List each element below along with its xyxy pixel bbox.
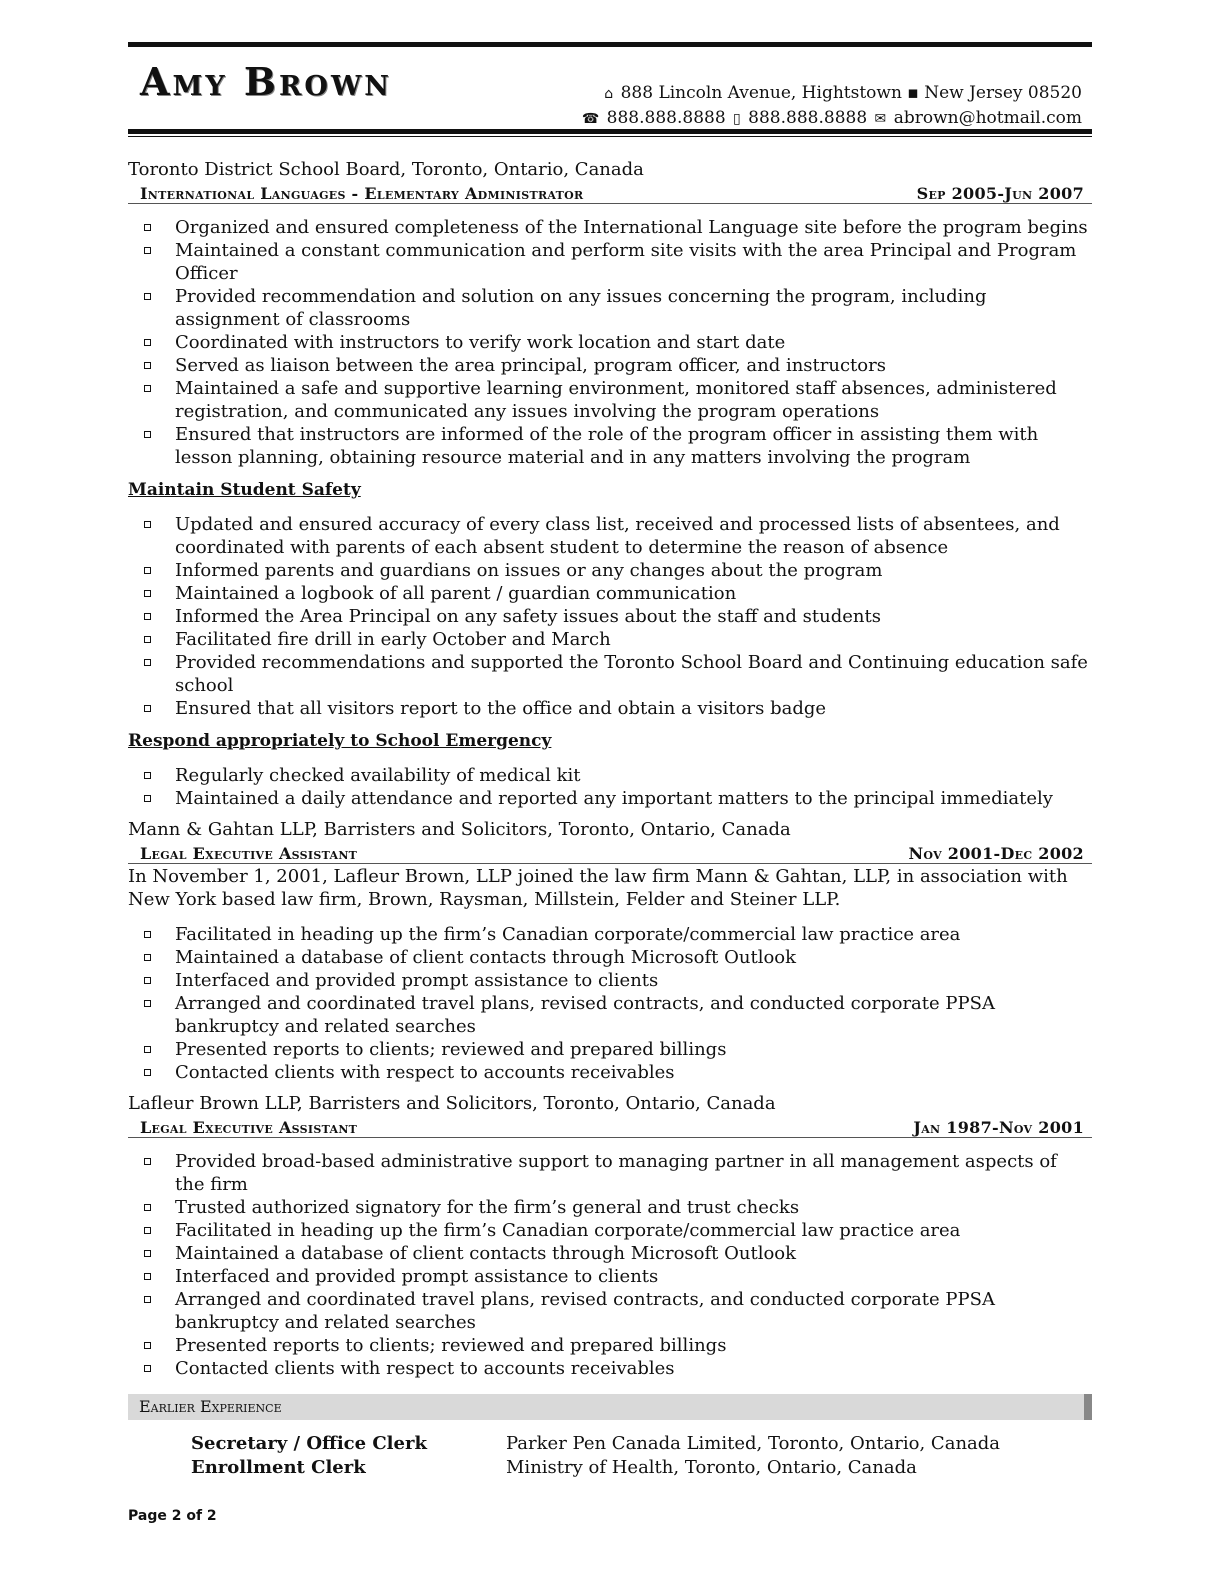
bullet-item: Facilitated in heading up the firm’s Canadian corporate/commercial law practice area xyxy=(175,1219,1092,1242)
bullet-item: Regularly checked availability of medical kit xyxy=(175,764,1092,787)
bullet-item: Maintained a logbook of all parent / guardian communication xyxy=(175,582,1092,605)
bullet-item: Interfaced and provided prompt assistance to clients xyxy=(175,969,1092,992)
header xyxy=(128,47,1092,129)
bullet-item: Facilitated fire drill in early October and March xyxy=(175,628,1092,651)
bullet-item: Facilitated in heading up the firm’s Canadian corporate/commercial law practice area xyxy=(175,923,1092,946)
mobile-icon: ▯ xyxy=(733,111,741,127)
bullet-item: Arranged and coordinated travel plans, revised contracts, and conducted corporate PPSA bankruptcy and related searches xyxy=(175,1288,1092,1334)
bullet-item: Interfaced and provided prompt assistance to clients xyxy=(175,1265,1092,1288)
bullet-item: Provided recommendation and solution on any issues concerning the program, including assignment of classrooms xyxy=(175,285,1092,331)
header-bottom-thin-rule xyxy=(128,136,1092,137)
job-title-bar xyxy=(128,181,1092,204)
bullet-list xyxy=(128,1150,1092,1380)
bullet-list xyxy=(128,764,1092,810)
bullet-item: Ensured that all visitors report to the office and obtain a visitors badge xyxy=(175,697,1092,720)
bullet-item: Provided recommendations and supported the Toronto School Board and Continuing education safe school xyxy=(175,651,1092,697)
job-block xyxy=(128,1093,1092,1380)
bullet-item: Served as liaison between the area principal, program officer, and instructors xyxy=(175,354,1092,377)
earlier-organization: Ministry of Health, Toronto, Ontario, Canada xyxy=(506,1457,917,1478)
job-organization: Lafleur Brown LLP, Barristers and Solicitors, Toronto, Ontario, Canada xyxy=(128,1093,776,1114)
bullet-item: Maintained a safe and supportive learning environment, monitored staff absences, administered registration, and communicated any issues involving the program operations xyxy=(175,377,1092,423)
earlier-role: Secretary / Office Clerk xyxy=(191,1433,427,1454)
bullet-item: Contacted clients with respect to accounts receivables xyxy=(175,1061,1092,1084)
job-organization: Mann & Gahtan LLP, Barristers and Solicitors, Toronto, Ontario, Canada xyxy=(128,819,791,840)
bullet-item: Informed parents and guardians on issues or any changes about the program xyxy=(175,559,1092,582)
job-block xyxy=(128,819,1092,1084)
bullet-item: Coordinated with instructors to verify work location and start date xyxy=(175,331,1092,354)
bullet-item: Ensured that instructors are informed of the role of the program officer in assisting them with lesson planning, obtaining resource material and in any matters involving the program xyxy=(175,423,1092,469)
job-title: Legal Executive Assistant xyxy=(140,1118,358,1137)
bullet-item: Maintained a database of client contacts through Microsoft Outlook xyxy=(175,1242,1092,1265)
bullet-item: Organized and ensured completeness of the International Language site before the program begins xyxy=(175,216,1092,239)
bullet-item: Provided broad-based administrative support to managing partner in all management aspects of the firm xyxy=(175,1150,1092,1196)
job-title: Legal Executive Assistant xyxy=(140,844,358,863)
candidate-name: Amy Brown xyxy=(140,59,392,104)
job-title-bar xyxy=(128,841,1092,864)
subsection-heading: Respond appropriately to School Emergency xyxy=(128,731,552,751)
bullet-item: Informed the Area Principal on any safety issues about the staff and students xyxy=(175,605,1092,628)
job-dates: Jan 1987-Nov 2001 xyxy=(913,1118,1084,1137)
bullet-item: Arranged and coordinated travel plans, revised contracts, and conducted corporate PPSA bankruptcy and related searches xyxy=(175,992,1092,1038)
page-footer: Page 2 of 2 xyxy=(128,1508,217,1524)
experience-section xyxy=(128,159,1092,1380)
job-dates: Nov 2001-Dec 2002 xyxy=(908,844,1084,863)
bullet-list xyxy=(128,923,1092,1084)
bullet-item: Updated and ensured accuracy of every class list, received and processed lists of absentees, and coordinated with parents of each absent student to determine the reason of absence xyxy=(175,513,1092,559)
earlier-experience-bar xyxy=(128,1394,1092,1420)
bullet-list xyxy=(128,513,1092,720)
job-dates: Sep 2005-Jun 2007 xyxy=(916,184,1084,203)
bullet-item: Presented reports to clients; reviewed and prepared billings xyxy=(175,1038,1092,1061)
earlier-role: Enrollment Clerk xyxy=(191,1457,366,1478)
bullet-item: Trusted authorized signatory for the firm’s general and trust checks xyxy=(175,1196,1092,1219)
earlier-experience-list xyxy=(128,1432,1092,1480)
home-icon: ⌂ xyxy=(604,86,614,102)
address: 888 Lincoln Avenue, Hightstown ▪ New Jersey 08520 xyxy=(620,83,1082,103)
phone: 888.888.8888 xyxy=(606,108,726,128)
bullet-list xyxy=(128,216,1092,469)
bullet-item: Presented reports to clients; reviewed and prepared billings xyxy=(175,1334,1092,1357)
job-title: International Languages - Elementary Administrator xyxy=(140,184,584,203)
earlier-organization: Parker Pen Canada Limited, Toronto, Ontario, Canada xyxy=(506,1433,1001,1454)
bullet-item: Contacted clients with respect to accounts receivables xyxy=(175,1357,1092,1380)
bullet-item: Maintained a database of client contacts through Microsoft Outlook xyxy=(175,946,1092,969)
contact-block xyxy=(580,81,1082,131)
phone-icon: ☎ xyxy=(581,111,600,127)
bullet-item: Maintained a constant communication and perform site visits with the area Principal and Program Officer xyxy=(175,239,1092,285)
bullet-item: Maintained a daily attendance and reported any important matters to the principal immediately xyxy=(175,787,1092,810)
mobile: 888.888.8888 xyxy=(748,108,868,128)
resume-page xyxy=(128,42,1092,1480)
job-block xyxy=(128,159,1092,810)
job-intro: In November 1, 2001, Lafleur Brown, LLP joined the law firm Mann & Gahtan, LLP, in association with New York based law firm, Brown, Raysman, Millstein, Felder and Steiner LLP. xyxy=(128,866,1068,910)
email-icon: ✉ xyxy=(874,111,887,127)
email[interactable]: abrown@hotmail.com xyxy=(893,108,1082,128)
subsection-heading: Maintain Student Safety xyxy=(128,480,361,500)
earlier-experience-heading: Earlier Experience xyxy=(139,1397,282,1416)
job-organization: Toronto District School Board, Toronto, Ontario, Canada xyxy=(128,159,644,180)
job-title-bar xyxy=(128,1115,1092,1138)
